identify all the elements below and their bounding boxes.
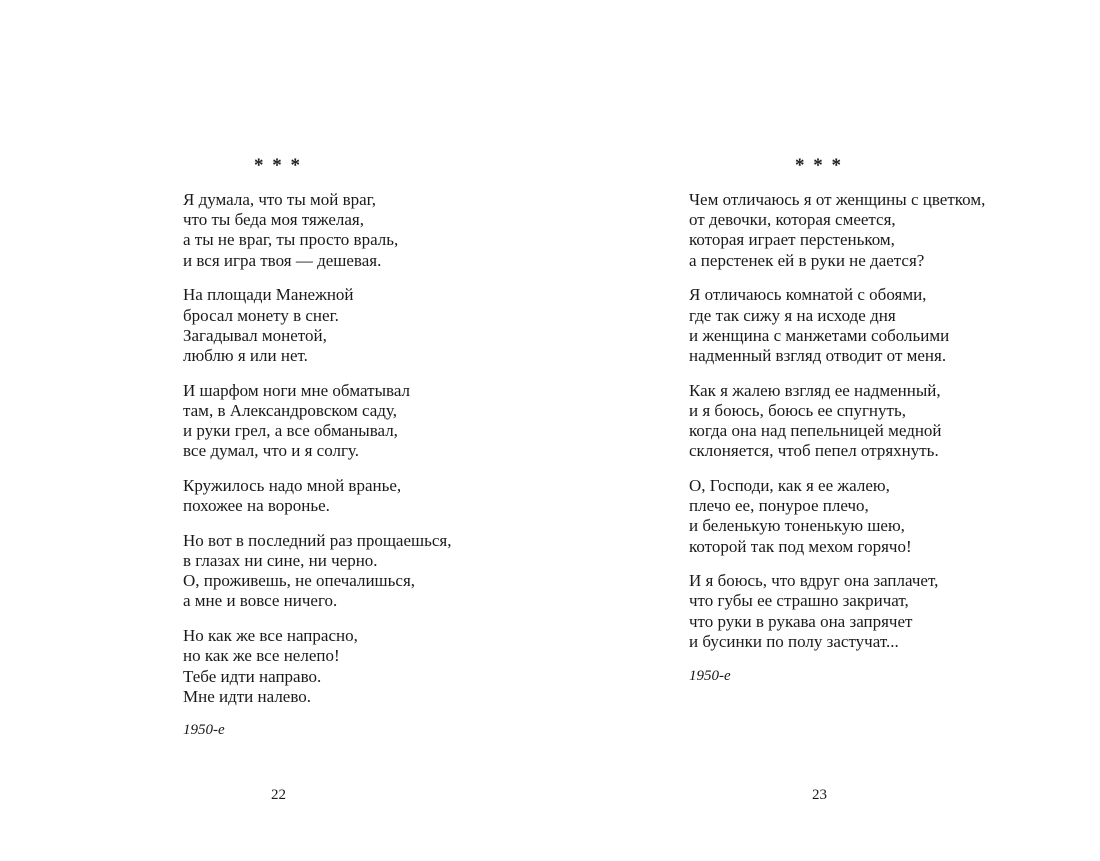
poem-line: надменный взгляд отводит от меня.	[689, 345, 947, 365]
poem-line: Я думала, что ты мой враг,	[183, 190, 376, 209]
poem-line: там, в Александровском саду,	[183, 400, 397, 420]
stanza	[689, 381, 985, 462]
poem-line: что губы ее страшно закричат,	[689, 591, 909, 611]
poem-line: а ты не враг, ты просто враль,	[183, 230, 399, 250]
poem-line: плечо ее, понурое плечо,	[689, 496, 869, 516]
poem-line: и вся игра твоя — дешевая.	[183, 250, 382, 270]
poem-line: Как я жалею взгляд ее надменный,	[689, 380, 941, 400]
stanza	[183, 381, 451, 462]
poem-line: и я боюсь, боюсь ее спугнуть,	[689, 400, 906, 420]
poem-line: все думал, что и я солгу.	[183, 441, 359, 461]
stanza	[183, 285, 451, 366]
poem-line: что ты беда моя тяжелая,	[183, 210, 364, 230]
stanza	[689, 476, 985, 557]
poem-line: На площади Манежной	[183, 285, 354, 305]
poem-line: бросал монету в снег.	[183, 305, 339, 325]
poem-line: и беленькую тоненькую шею,	[689, 516, 905, 536]
page-number: 23	[812, 787, 827, 803]
stanza	[183, 476, 451, 516]
page-number: 22	[271, 787, 286, 803]
poem-line: от девочки, которая смеется,	[689, 210, 896, 230]
poem-line: И шарфом ноги мне обматывал	[183, 380, 410, 400]
poem-line: люблю я или нет.	[183, 345, 308, 365]
poem-line: когда она над пепельницей медной	[689, 421, 942, 441]
poem	[689, 190, 985, 685]
poem-line: склоняется, чтоб пепел отряхнуть.	[689, 441, 939, 461]
poem-line: Чем отличаюсь я от женщины с цветком,	[689, 190, 986, 209]
stanza	[689, 285, 985, 366]
poem-line: Загадывал монетой,	[183, 325, 327, 345]
poem-line: но как же все нелепо!	[183, 646, 340, 666]
poem-line: которая играет перстеньком,	[689, 230, 895, 250]
stanza	[183, 626, 451, 707]
poem-line: Я отличаюсь комнатой с обоями,	[689, 285, 927, 305]
poem-line: и бусинки по полу застучат...	[689, 631, 899, 651]
poem-line: Но как же все напрасно,	[183, 626, 358, 646]
stanza	[183, 190, 451, 271]
stanza	[183, 531, 451, 612]
poem-line: а мне и вовсе ничего.	[183, 591, 338, 611]
poem-line: и женщина с манжетами собольими	[689, 325, 950, 345]
poem-line: где так сижу я на исходе дня	[689, 305, 896, 325]
poem	[183, 190, 451, 739]
poem-line: И я боюсь, что вдруг она заплачет,	[689, 571, 939, 591]
section-asterisks: * * *	[795, 155, 841, 176]
poem-line: О, Господи, как я ее жалею,	[689, 475, 890, 495]
poem-line: в глазах ни сине, ни черно.	[183, 551, 378, 571]
poem-line: Мне идти налево.	[183, 686, 312, 706]
poem-line: Кружилось надо мной вранье,	[183, 475, 402, 495]
poem-line: которой так под мехом горячо!	[689, 536, 912, 556]
section-asterisks: * * *	[254, 155, 300, 176]
stanza	[689, 190, 985, 271]
stanza	[689, 571, 985, 652]
poem-line: Но вот в последний раз прощаешься,	[183, 530, 452, 550]
poem-date: 1950-е	[183, 722, 225, 739]
right-page	[550, 0, 1100, 861]
poem-line: и руки грел, а все обманывал,	[183, 421, 398, 441]
poem-line: Тебе идти направо.	[183, 666, 322, 686]
poem-line: О, проживешь, не опечалишься,	[183, 571, 416, 591]
poem-line: а перстенек ей в руки не дается?	[689, 250, 925, 270]
poem-line: что руки в рукава она запрячет	[689, 611, 913, 631]
poem-date: 1950-е	[689, 667, 731, 684]
poem-line: похожее на воронье.	[183, 496, 330, 516]
